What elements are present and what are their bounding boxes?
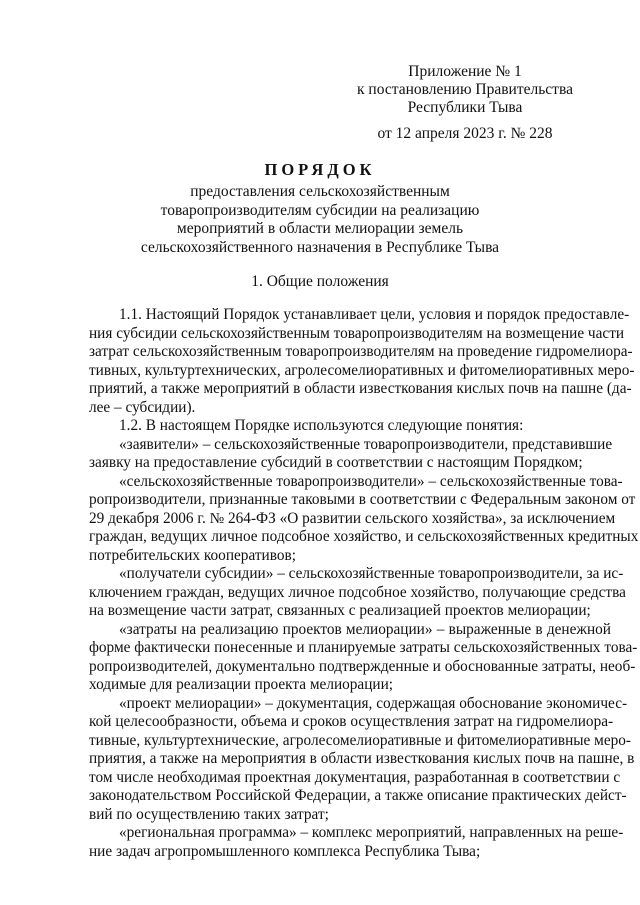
paragraph-line: «получатели субсидии» – сельскохозяйственные товаропроизводители, за ис- xyxy=(119,565,624,582)
paragraph-line: «заявители» – сельскохозяйственные товаропроизводители, представившие xyxy=(119,435,613,453)
subtitle-line: товаропроизводителям субсидии на реализацию xyxy=(160,201,480,219)
paragraph-line: ния субсидии сельскохозяйственным товаропроизводителям на возмещение части xyxy=(89,324,625,342)
paragraph-line: «проект мелиорации» – документация, содержащая обоснование экономичес- xyxy=(119,694,628,712)
document-subtitle xyxy=(100,183,540,257)
paragraph-line: потребительских кооперативов; xyxy=(89,546,296,564)
appendix-line: Приложение № 1 xyxy=(408,63,522,80)
paragraph xyxy=(89,306,635,417)
paragraph-line: форме фактически понесенные и планируемые затраты сельскохозяйственных това- xyxy=(89,639,638,656)
paragraph-line: кой целесообразности, объема и сроков осуществления затрат на гидромелиора- xyxy=(89,713,614,730)
document-title: ПОРЯДОК xyxy=(264,160,376,179)
resolution-date: от 12 апреля 2023 г. № 228 xyxy=(377,125,553,142)
paragraph-line: на возмещение части затрат, связанных с реализацией проектов мелиорации; xyxy=(89,602,591,619)
appendix-line: к постановлению Правительства xyxy=(357,81,573,98)
paragraph-line: ропроизводителей, документально подтвержденные и обоснованные затраты, необ- xyxy=(89,657,636,675)
paragraph xyxy=(89,565,626,621)
paragraph-line: законодательством Российской Федерации, а также описание практических дейст- xyxy=(89,787,627,804)
paragraph-line: ние задач агропромышленного комплекса Республика Тыва; xyxy=(89,842,481,860)
paragraph xyxy=(89,694,635,825)
paragraph-line: вий по осуществлению таких затрат; xyxy=(89,805,329,823)
paragraph-line: заявку на предоставление субсидий в соответствии с настоящим Порядком; xyxy=(89,454,583,471)
subtitle-line: сельскохозяйственного назначения в Республике Тыва xyxy=(140,238,500,256)
paragraph-line: ключением граждан, ведущих личное подсобное хозяйство, получающие средства xyxy=(89,583,626,601)
document-body xyxy=(89,306,639,861)
subtitle-line: мероприятий в области мелиорации земель xyxy=(176,220,464,237)
paragraph-line: том числе необходимая проектная документация, разработанная в соответствии с xyxy=(89,768,621,786)
paragraph-line: «затраты на реализацию проектов мелиорации» – выраженные в денежной xyxy=(119,620,611,638)
section-heading: 1. Общие положения xyxy=(251,273,389,290)
appendix-line: Республики Тыва xyxy=(407,99,523,116)
paragraph-line: ропроизводители, признанные таковыми в соответствии с Федеральным законом от xyxy=(89,491,636,508)
paragraph-line: «региональная программа» – комплекс мероприятий, направленных на реше- xyxy=(119,824,624,841)
paragraph xyxy=(89,436,611,473)
subtitle-line: предоставления сельскохозяйственным xyxy=(190,183,450,200)
appendix-block xyxy=(340,63,590,117)
paragraph-line: тивных, культуртехнических, агролесомелиоративных и фитомелиоративных меро- xyxy=(89,361,635,379)
paragraph xyxy=(89,417,611,436)
paragraph-line: приятий, а также мероприятий в области известкования кислых почв на пашне (да- xyxy=(89,380,632,397)
paragraph-line: затрат сельскохозяйственным товаропроизводителям на проведение гидромелиора- xyxy=(89,343,633,360)
paragraph-line: тивные, культуртехнические, агролесомелиоративные и фитомелиоративные меро- xyxy=(89,731,632,749)
paragraph-line: 1.2. В настоящем Порядке используются следующие понятия: xyxy=(119,417,524,434)
paragraph-line: 1.1. Настоящий Порядок устанавливает цели, условия и порядок предоставле- xyxy=(119,306,630,323)
paragraph xyxy=(89,472,639,566)
paragraph-line: «сельскохозяйственные товаропроизводители» – сельскохозяйственные това- xyxy=(119,472,623,490)
paragraph-line: приятия, а также на мероприятия в области известкования кислых почв на пашне, в xyxy=(89,750,635,767)
paragraph-line: ходимые для реализации проекта мелиорации; xyxy=(89,676,394,693)
paragraph xyxy=(89,620,638,695)
paragraph-line: лее – субсидии). xyxy=(89,398,196,416)
paragraph-line: 29 декабря 2006 г. № 264-ФЗ «О развитии сельского хозяйства», за исключением xyxy=(89,509,616,527)
paragraph xyxy=(89,824,624,861)
paragraph-line: граждан, ведущих личное подсобное хозяйство, и сельскохозяйственных кредитных xyxy=(89,528,639,545)
